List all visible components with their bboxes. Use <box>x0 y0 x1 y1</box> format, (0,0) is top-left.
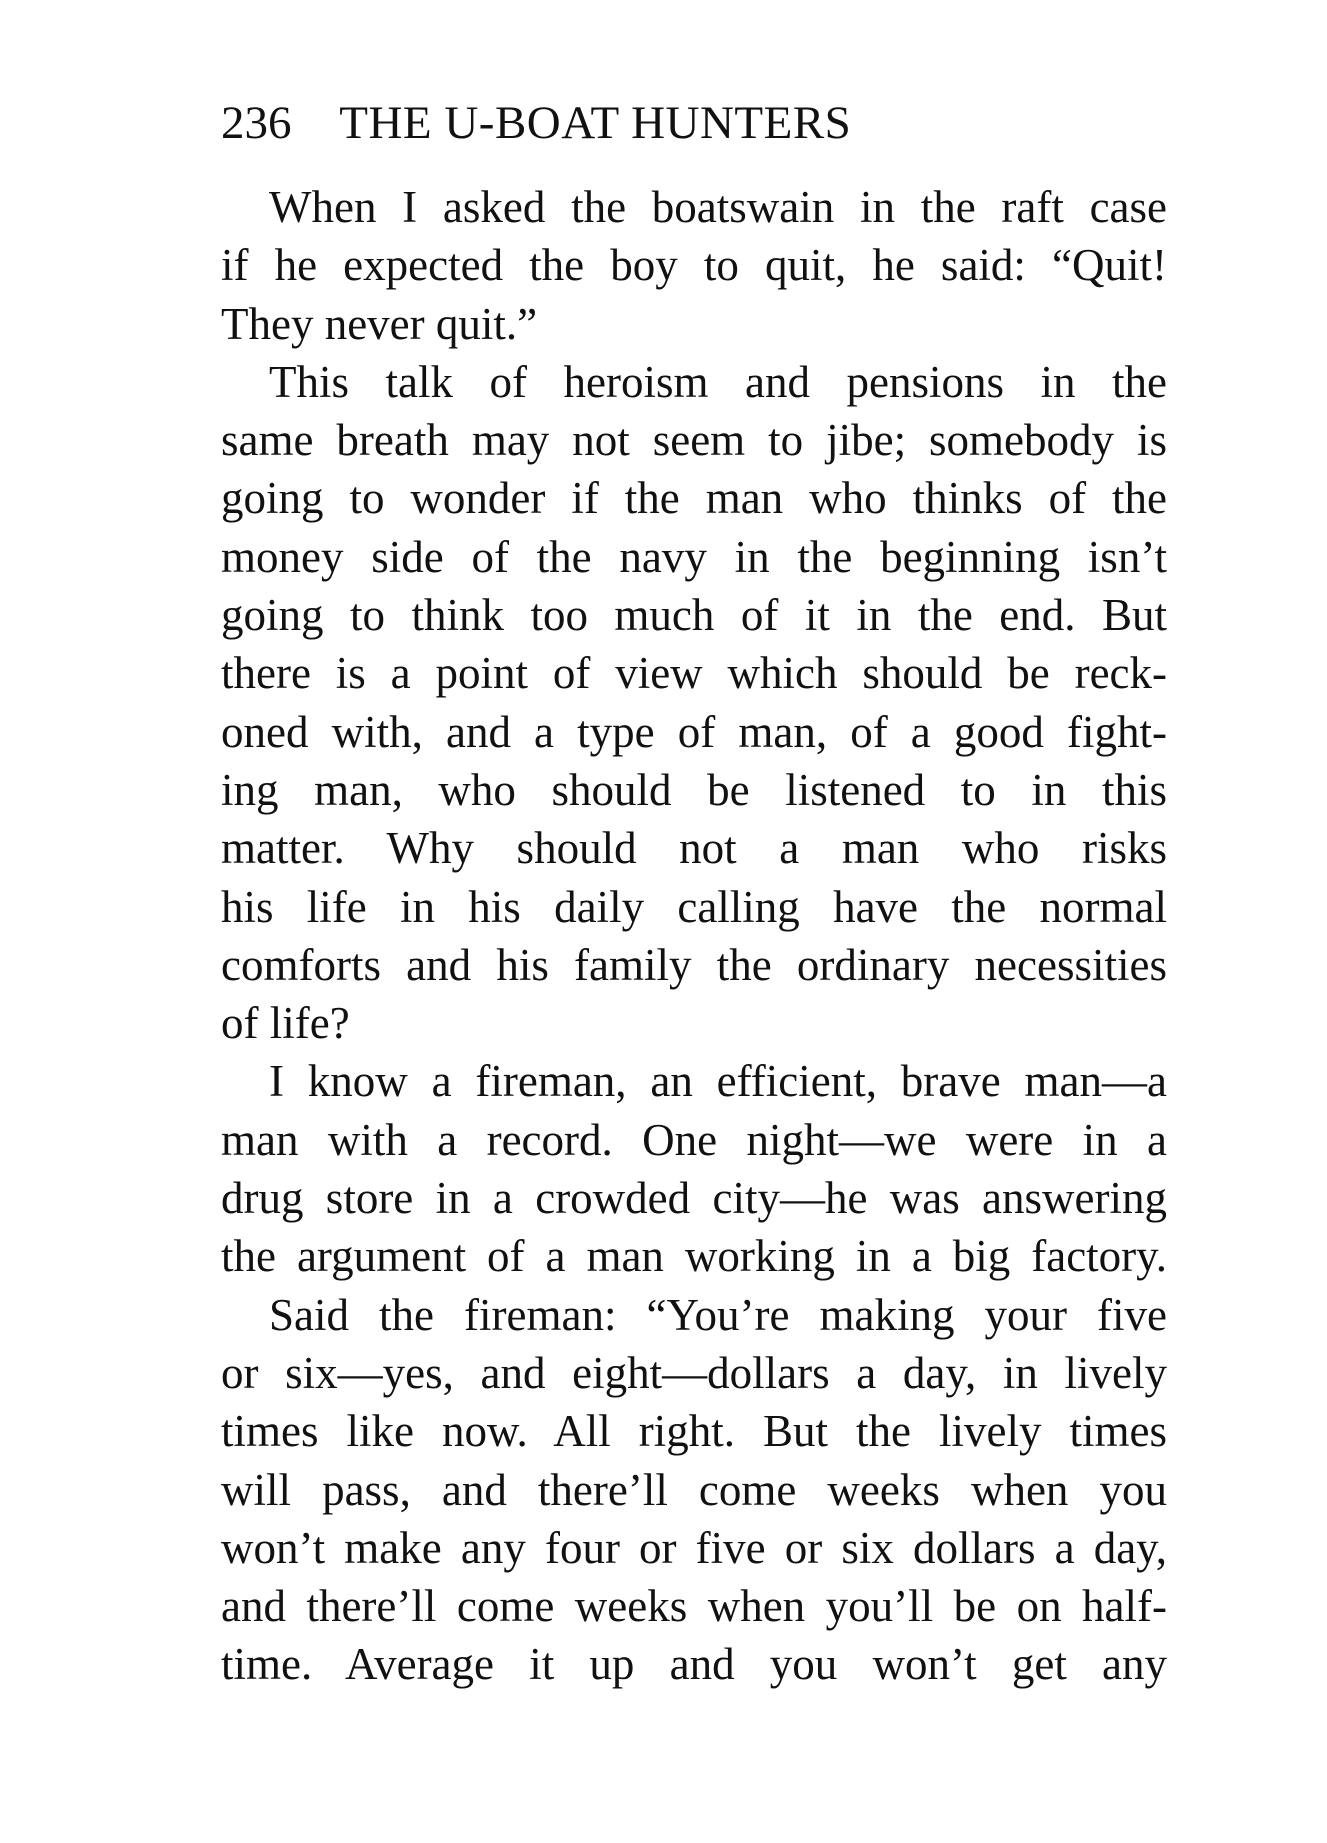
text-line: drug store in a crowded city—he was answering <box>221 1173 1167 1224</box>
text-line: Said the fireman: “You’re making your five <box>269 1289 1167 1340</box>
text-line: matter. Why should not a man who risks <box>221 823 1167 874</box>
text-line: When I asked the boatswain in the raft case <box>269 182 1167 232</box>
text-line: times like now. All right. But the lively times <box>221 1406 1167 1457</box>
text-line: I know a fireman, an efficient, brave man—a <box>269 1056 1167 1107</box>
running-head <box>221 88 1001 158</box>
text-line: his life in his daily calling have the normal <box>221 881 1167 932</box>
text-line: time. Average it up and you won’t get any <box>221 1639 1167 1690</box>
page-number: 236 <box>221 97 292 149</box>
text-line: They never quit.” <box>221 298 538 349</box>
text-line: will pass, and there’ll come weeks when you <box>221 1464 1167 1515</box>
text-line: money side of the navy in the beginning isn’t <box>221 531 1167 582</box>
text-line: going to think too much of it in the end. But <box>221 590 1167 641</box>
text-line: and there’ll come weeks when you’ll be on half- <box>221 1581 1167 1632</box>
body-text <box>221 178 1167 1694</box>
book-title: THE U-BOAT HUNTERS <box>339 97 852 149</box>
text-line: the argument of a man working in a big factory. <box>221 1231 1167 1282</box>
text-line: won’t make any four or five or six dollars a day, <box>221 1522 1167 1573</box>
text-line: comforts and his family the ordinary necessities <box>221 939 1167 990</box>
text-line: going to wonder if the man who thinks of the <box>221 473 1167 524</box>
text-line: if he expected the boy to quit, he said: “Quit! <box>221 240 1167 291</box>
text-line: man with a record. One night—we were in a <box>221 1114 1167 1165</box>
text-line: This talk of heroism and pensions in the <box>269 356 1167 407</box>
text-line: oned with, and a type of man, of a good fight- <box>221 706 1167 757</box>
text-line: of life? <box>221 998 350 1049</box>
text-line: there is a point of view which should be reck- <box>221 648 1167 699</box>
text-line: same breath may not seem to jibe; somebody is <box>221 415 1167 466</box>
text-line: or six—yes, and eight—dollars a day, in lively <box>221 1347 1167 1398</box>
text-line: ing man, who should be listened to in this <box>221 764 1167 815</box>
